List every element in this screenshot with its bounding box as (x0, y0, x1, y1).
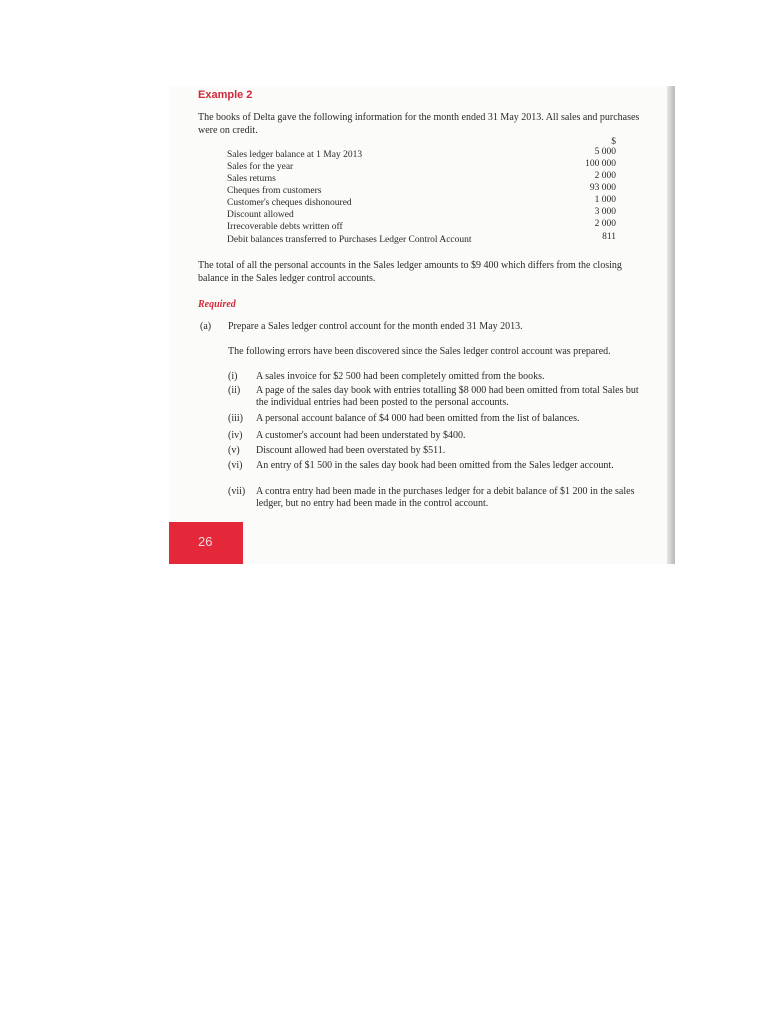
error-number: (iv) (228, 430, 243, 441)
error-text: Discount allowed had been overstated by $511. (256, 445, 446, 456)
figure-row (0, 232, 768, 247)
part-a-text: Prepare a Sales ledger control account for the month ended 31 May 2013. (228, 321, 523, 332)
figure-row (0, 183, 768, 198)
figure-label: Cheques from customers (227, 186, 322, 196)
part-a-label: (a) (200, 321, 212, 332)
balance-paragraph: The total of all the personal accounts in the Sales ledger amounts to $9 400 which differs from the closing balance in the Sales ledger control accounts. (198, 260, 622, 284)
figure-row (0, 219, 768, 234)
error-number: (ii) (228, 385, 241, 396)
figure-row (0, 195, 768, 210)
figure-amount: 3 000 (594, 207, 616, 217)
figure-label: Irrecoverable debts written off (227, 222, 343, 232)
figure-amount: 2 000 (594, 171, 616, 181)
figure-label: Sales ledger balance at 1 May 2013 (227, 150, 363, 160)
example-heading: Example 2 (198, 89, 253, 101)
figure-amount: 100 000 (585, 159, 616, 169)
intro-paragraph: The books of Delta gave the following information for the month ended 31 May 2013. All sales and purchases were on credit. (198, 112, 640, 136)
figure-label: Customer's cheques dishonoured (227, 198, 352, 208)
figure-label: Debit balances transferred to Purchases Ledger Control Account (227, 235, 472, 245)
page-number: 26 (198, 534, 213, 549)
error-text: A sales invoice for $2 500 had been completely omitted from the books. (256, 371, 545, 382)
required-heading: Required (198, 299, 236, 310)
error-text: A page of the sales day book with entries totalling $8 000 had been omitted from total Sales but the individual entries had been posted to the personal accounts. (256, 385, 639, 408)
error-number: (iii) (228, 413, 243, 424)
figure-label: Sales for the year (227, 162, 294, 172)
figure-amount: 93 000 (589, 183, 616, 193)
error-text: A customer's account had been understated by $400. (256, 430, 466, 441)
error-number: (v) (228, 445, 240, 456)
errors-intro: The following errors have been discovered since the Sales ledger control account was prepared. (228, 346, 611, 357)
figure-label: Sales returns (227, 174, 276, 184)
figure-amount: 5 000 (594, 147, 616, 157)
currency-header: $ (611, 137, 616, 147)
figure-amount: 1 000 (594, 195, 616, 205)
figure-amount: 811 (602, 232, 616, 242)
figure-row (0, 147, 768, 162)
error-text: A contra entry had been made in the purchases ledger for a debit balance of $1 200 in the sales ledger, but no entry had been made in the control account. (256, 486, 635, 509)
error-number: (vii) (228, 486, 246, 497)
error-number: (vi) (228, 460, 243, 471)
figure-row (0, 171, 768, 186)
figure-row (0, 207, 768, 222)
figure-label: Discount allowed (227, 210, 294, 220)
error-text: An entry of $1 500 in the sales day book had been omitted from the Sales ledger account. (256, 460, 614, 471)
figure-amount: 2 000 (594, 219, 616, 229)
error-number: (i) (228, 371, 238, 382)
figure-row (0, 159, 768, 174)
error-text: A personal account balance of $4 000 had been omitted from the list of balances. (256, 413, 580, 424)
